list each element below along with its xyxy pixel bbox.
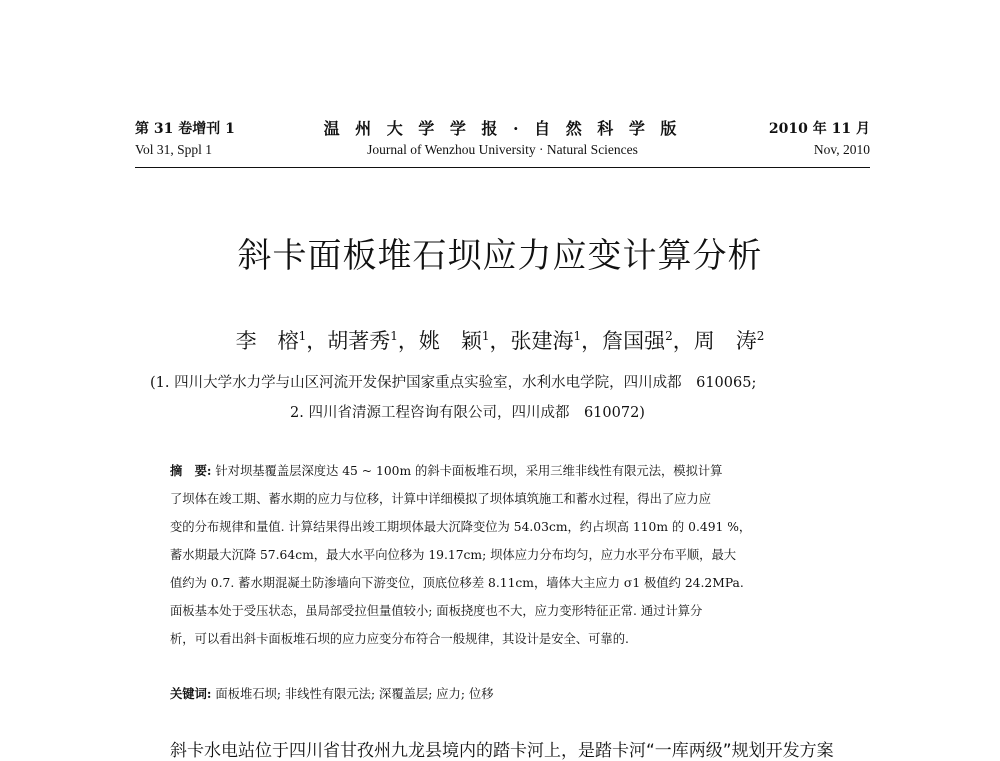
volume-cn: 第 31 卷增刊 1: [135, 121, 235, 137]
author-affiliation-mark: 1: [481, 329, 490, 343]
header-right: [769, 118, 870, 160]
abstract-line: 析，可以看出斜卡面板堆石坝的应力应变分布符合一般规律，其设计是安全、可靠的.: [170, 632, 629, 646]
abstract-label: 摘 要:: [170, 463, 212, 478]
keywords: [170, 682, 860, 706]
abstract-line: 值约为 0.7. 蓄水期混凝土防渗墙向下游变位，顶底位移差 8.11cm，墙体大主应力 σ1 极值约 24.2MPa.: [170, 576, 744, 590]
header-left: [135, 118, 235, 160]
author-affiliation-mark: 1: [298, 329, 307, 343]
date-en: Nov, 2010: [813, 142, 870, 157]
keywords-label: 关键词:: [170, 686, 212, 701]
author-name: 胡著秀: [327, 329, 391, 353]
journal-name-cn: 温 州 大 学 学 报 · 自 然 科 学 版: [323, 119, 682, 138]
affiliation-line-1: (1. 四川大学水力学与山区河流开发保护国家重点实验室，水利水电学院，四川成都 610065;: [150, 375, 757, 391]
author-list: 李 榕$^1$，胡著秀$^1$，姚 颖$^1$，张建海$^1$，詹国强$^2$，周 涛$^2$: [235, 329, 765, 353]
keywords-text: 面板堆石坝; 非线性有限元法; 深覆盖层; 应力; 位移: [215, 687, 494, 701]
header-rule: [135, 167, 870, 168]
author-name: 周 涛: [693, 329, 757, 353]
author-affiliation-mark: 1: [573, 329, 582, 343]
abstract: [170, 457, 860, 653]
abstract-line: 了坝体在竣工期、蓄水期的应力与位移，计算中详细模拟了坝体填筑施工和蓄水过程，得出了应力应: [170, 492, 712, 506]
author-name: 詹国强: [602, 329, 666, 353]
abstract-line: [170, 457, 860, 485]
author-name: 李 榕: [235, 329, 299, 353]
abstract-line: 面板基本处于受压状态，虽局部受拉但量值较小; 面板挠度也不大，应力变形特征正常. 通过计算分: [170, 604, 703, 618]
author-affiliation-mark: 1: [390, 329, 398, 343]
abstract-line: 蓄水期最大沉降 57.64cm，最大水平向位移为 19.17cm; 坝体应力分布均匀，应力水平分布平顺，最大: [170, 548, 737, 562]
author-name: 张建海: [510, 329, 574, 353]
header-center: [135, 118, 870, 160]
affiliation-line-2: 2. 四川省清源工程咨询有限公司，四川成都 610072): [290, 405, 645, 421]
body-first-line: 斜卡水电站位于四川省甘孜州九龙县境内的踏卡河上，是踏卡河“一库两级”规划开发方案: [170, 741, 834, 761]
running-header: [135, 118, 870, 164]
author-name: 姚 颖: [418, 329, 482, 353]
paper-title: 斜卡面板堆石坝应力应变计算分析: [237, 236, 763, 276]
author-affiliation-mark: 2: [665, 329, 673, 343]
abstract-text: 针对坝基覆盖层深度达 45 ~ 100m 的斜卡面板堆石坝，采用三维非线性有限元法，模拟计算: [215, 464, 723, 478]
author-affiliation-mark: 2: [756, 329, 765, 343]
journal-name-en: Journal of Wenzhou University · Natural Sciences: [367, 142, 638, 157]
abstract-line: 变的分布规律和量值. 计算结果得出竣工期坝体最大沉降变位为 54.03cm，约占坝高 110m 的 0.491 %，: [170, 520, 752, 534]
date-cn: 2010 年 11 月: [768, 121, 870, 137]
volume-en: Vol 31, Sppl 1: [135, 142, 213, 157]
